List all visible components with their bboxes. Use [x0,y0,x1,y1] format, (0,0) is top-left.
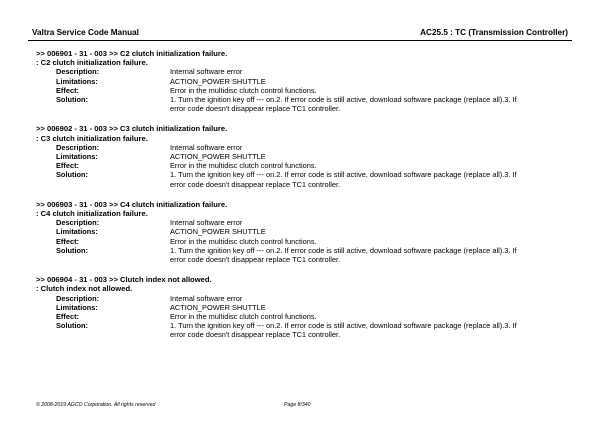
service-code-entry [36,124,576,188]
effect-label: Effect: [56,161,79,171]
effect-row [36,161,576,170]
solution-row [36,246,576,264]
manual-title: Valtra Service Code Manual [32,28,139,37]
effect-value: Error in the multidisc clutch control functions. [170,85,317,95]
section-title: AC25.5 : TC (Transmission Controller) [420,28,568,37]
effect-row [36,237,576,246]
description-row [36,218,576,227]
solution-value [170,170,576,188]
code-subtitle: : C3 clutch initialization failure. [36,133,148,143]
description-row [36,143,576,152]
solution-label: Solution: [56,95,89,105]
description-label: Description: [56,142,100,152]
limitations-value: ACTION_POWER SHUTTLE [170,152,266,162]
solution-label: Solution: [56,321,89,331]
effect-row [36,86,576,95]
code-subtitle: : C2 clutch initialization failure. [36,58,148,68]
limitations-row [36,77,576,86]
code-subtitle: : Clutch index not allowed. [36,284,133,294]
description-label: Description: [56,218,100,228]
effect-label: Effect: [56,236,79,246]
solution-value [170,95,576,113]
description-value: Internal software error [170,142,243,152]
description-value: Internal software error [170,218,243,228]
limitations-label: Limitations: [56,152,98,162]
limitations-row [36,152,576,161]
description-label: Description: [56,293,100,303]
copyright-text: © 2008-2019 AGCO Corporation. All rights reserved [36,402,156,408]
description-row [36,294,576,303]
solution-value [170,246,576,264]
limitations-value: ACTION_POWER SHUTTLE [170,76,266,86]
solution-line: error code doesn't disappear replace TC1 controller. [170,330,341,340]
code-line: >> 006903 - 31 - 003 >> C4 clutch initialization failure. [36,199,228,209]
code-line: >> 006904 - 31 - 003 >> Clutch index not allowed. [36,275,212,285]
service-code-entry [36,200,576,264]
solution-row [36,95,576,113]
code-line: >> 006902 - 31 - 003 >> C3 clutch initialization failure. [36,124,228,134]
solution-line: 1. Turn the ignition key off --- on.2. If error code is still active, download software package (replace all).3. If [170,321,517,331]
solution-label: Solution: [56,245,89,255]
effect-value: Error in the multidisc clutch control functions. [170,236,317,246]
effect-label: Effect: [56,85,79,95]
solution-row [36,321,576,339]
solution-line: error code doesn't disappear replace TC1 controller. [170,104,341,114]
limitations-label: Limitations: [56,76,98,86]
limitations-row [36,227,576,236]
solution-line: error code doesn't disappear replace TC1 controller. [170,255,341,265]
solution-line: 1. Turn the ignition key off --- on.2. If error code is still active, download software package (replace all).3. If [170,245,517,255]
page-header [28,26,572,41]
service-code-entry [36,49,576,113]
limitations-label: Limitations: [56,227,98,237]
solution-label: Solution: [56,170,89,180]
effect-value: Error in the multidisc clutch control functions. [170,312,317,322]
description-value: Internal software error [170,67,243,77]
effect-value: Error in the multidisc clutch control functions. [170,161,317,171]
limitations-value: ACTION_POWER SHUTTLE [170,302,266,312]
effect-row [36,312,576,321]
description-label: Description: [56,67,100,77]
solution-row [36,170,576,188]
description-value: Internal software error [170,293,243,303]
solution-line: error code doesn't disappear replace TC1 controller. [170,179,341,189]
code-subtitle: : C4 clutch initialization failure. [36,209,148,219]
code-line: >> 006901 - 31 - 003 >> C2 clutch initialization failure. [36,49,228,58]
limitations-value: ACTION_POWER SHUTTLE [170,227,266,237]
limitations-row [36,303,576,312]
service-code-entry [36,275,576,339]
page-number: Page 8/340 [284,402,311,408]
limitations-label: Limitations: [56,302,98,312]
solution-value [170,321,576,339]
solution-line: 1. Turn the ignition key off --- on.2. If error code is still active, download software package (replace all).3. If [170,170,517,180]
description-row [36,67,576,76]
service-code-list [36,49,576,351]
solution-line: 1. Turn the ignition key off --- on.2. If error code is still active, download software package (replace all).3. If [170,95,517,105]
effect-label: Effect: [56,312,79,322]
